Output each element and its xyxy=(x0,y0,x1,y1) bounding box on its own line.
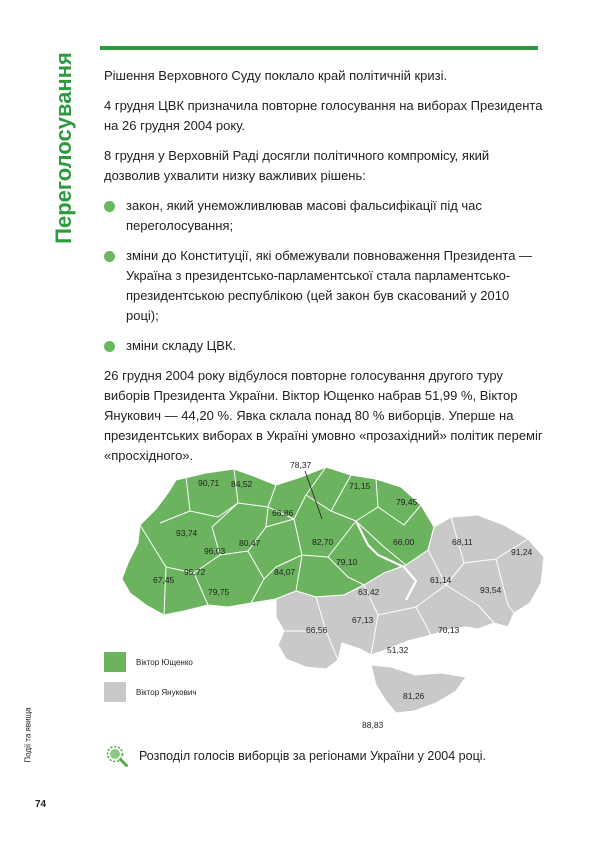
section-title: Переголосування xyxy=(51,52,76,244)
bullet-dot-icon xyxy=(104,251,115,262)
map-label: 80,47 xyxy=(239,538,261,548)
map-label: 90,71 xyxy=(198,478,220,488)
map-label: 84,52 xyxy=(231,479,253,489)
figure-caption xyxy=(105,743,545,769)
paragraph-1: Рішення Верховного Суду поклало край політичній кризі. xyxy=(104,68,448,83)
map-label: 67,13 xyxy=(352,615,374,625)
map-label: 91,24 xyxy=(511,547,533,557)
map-label: 67,45 xyxy=(153,575,175,585)
paragraph-3: 8 грудня у Верховній Раді досягли політичного компромісу, який дозволив ухвалити низку важливих рішень: xyxy=(104,148,490,183)
map-label: 63,42 xyxy=(358,587,380,597)
map-label: 66,86 xyxy=(272,508,294,518)
map-label: 82,70 xyxy=(312,537,334,547)
legend-swatch-green xyxy=(104,652,126,672)
map-label: 79,45 xyxy=(396,497,418,507)
map-label: 66,00 xyxy=(393,537,415,547)
map-label: 71,15 xyxy=(349,481,371,491)
main-text xyxy=(104,66,544,476)
map-label: 93,54 xyxy=(480,585,502,595)
decisions-list xyxy=(104,196,544,356)
list-item: зміни складу ЦВК. xyxy=(104,336,544,356)
bullet-dot-icon xyxy=(104,201,115,212)
map-label: 96,03 xyxy=(204,546,226,556)
section-footer-vertical xyxy=(18,700,38,770)
map-label: 78,37 xyxy=(290,460,312,470)
list-item: зміни до Конституції, які обмежували повноваження Президента — Україна з президентсько-парламентської стала парламентсько-президентською республікою (цей закон був скасований у 2010 році); xyxy=(104,246,544,326)
map-region-crimea xyxy=(371,665,466,713)
map-label: 95,72 xyxy=(184,567,206,577)
map-legend xyxy=(104,651,197,711)
paragraph-4: 26 грудня 2004 року відбулося повторне голосування другого туру виборів Президента України. Віктор Ющенко набрав 51,99 %, Віктор Янукович — 44,20 %. Явка склала понад 80 % виборців. Уперше на президентських виборах в Україні умовно «прозахідний» політик переміг «просхідного». xyxy=(104,368,543,463)
caption-text: Розподіл голосів виборців за регіонами України у 2004 році. xyxy=(139,749,486,763)
magnifier-icon xyxy=(105,744,129,768)
map-label: 61,14 xyxy=(430,575,452,585)
map-label: 88,83 xyxy=(362,720,384,730)
map-label: 70,13 xyxy=(438,625,460,635)
map-label: 51,32 xyxy=(387,645,409,655)
list-item: закон, який унеможливлював масові фальсифікації під час переголосування; xyxy=(104,196,544,236)
map-label: 84,07 xyxy=(274,567,296,577)
paragraph-2: 4 грудня ЦВК призначила повторне голосування на виборах Президента на 26 грудня 2004 року. xyxy=(104,98,543,133)
map-label: 68,11 xyxy=(452,537,473,547)
legend-item-yushchenko: Віктор Ющенко xyxy=(104,651,197,673)
section-footer: Події та явища xyxy=(23,707,33,763)
map-label: 81,26 xyxy=(403,691,425,701)
bullet-dot-icon xyxy=(104,341,115,352)
header-rule xyxy=(100,46,538,50)
map-label: 93,74 xyxy=(176,528,198,538)
map-label: 79,75 xyxy=(208,587,230,597)
legend-swatch-gray xyxy=(104,682,126,702)
map-label: 66,56 xyxy=(306,625,328,635)
section-title-vertical xyxy=(44,48,84,248)
map-label: 79,10 xyxy=(336,557,358,567)
page-number: 74 xyxy=(35,799,47,810)
legend-item-yanukovych: Віктор Янукович xyxy=(104,681,197,703)
